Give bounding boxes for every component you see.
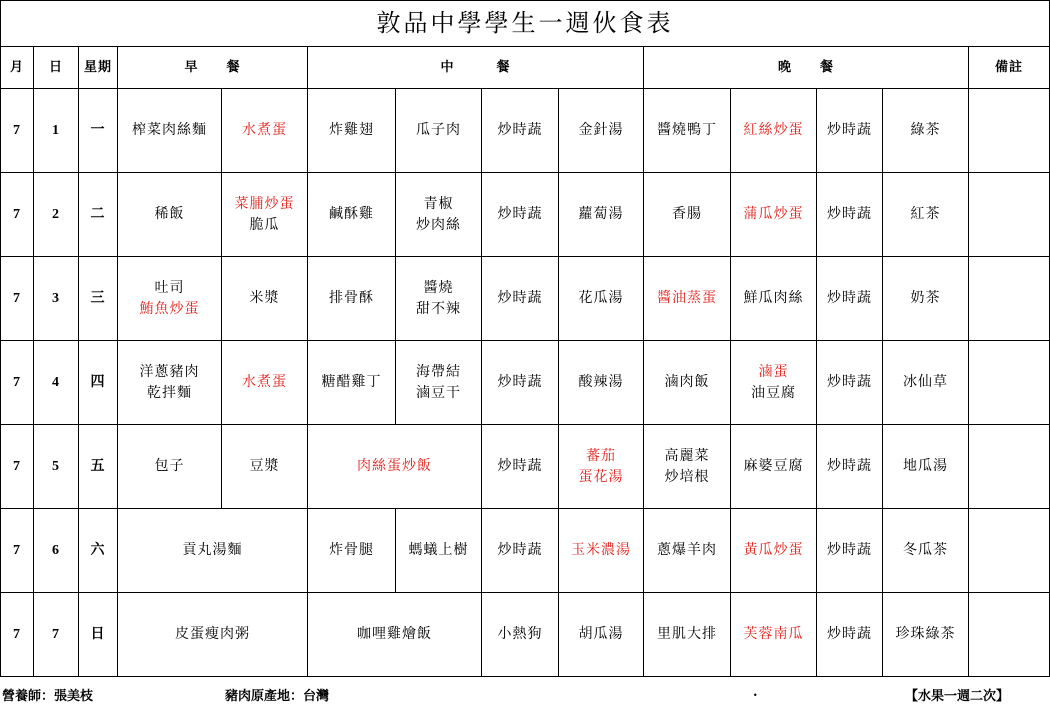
menu-day-row — [1, 89, 1050, 173]
footer — [0, 682, 1050, 704]
breakfast-dish-cell — [118, 257, 222, 341]
page-title: 敦品中學學生一週伙食表 — [1, 1, 1050, 47]
dish-name: 油豆腐 — [751, 384, 796, 401]
dish-name: 芙蓉南瓜 — [743, 626, 804, 642]
dinner-dish-cell — [644, 257, 731, 341]
breakfast-dish-cell — [222, 341, 308, 425]
month-cell: 7 — [1, 425, 34, 509]
breakfast-dish-cell — [118, 509, 308, 593]
dinner-dish-cell — [644, 341, 731, 425]
dish-name: 菜脯炒蛋 — [234, 195, 295, 212]
dish-name: 豆漿 — [249, 458, 280, 474]
breakfast-dish-cell — [118, 89, 222, 173]
dinner-dish-cell — [644, 593, 731, 677]
dish-name: 炒肉絲 — [416, 216, 461, 233]
weekday-cell: 六 — [79, 509, 118, 593]
lunch-dish-cell — [396, 509, 482, 593]
dish-name: 滷肉飯 — [664, 374, 710, 390]
dish-name: 醬燒 — [423, 279, 454, 296]
dish-name: 乾拌麵 — [147, 384, 192, 401]
dish-name: 炒時蔬 — [827, 542, 872, 558]
dish-name: 香腸 — [672, 206, 702, 222]
day-cell: 5 — [34, 425, 79, 509]
dinner-dish-cell — [644, 509, 731, 593]
dish-name: 綠茶 — [910, 122, 941, 138]
lunch-dish-cell — [396, 89, 482, 173]
day-cell: 4 — [34, 341, 79, 425]
dinner-dish-cell — [731, 257, 817, 341]
day-cell: 7 — [34, 593, 79, 677]
dish-name: 玉米濃湯 — [571, 542, 631, 558]
day-cell: 2 — [34, 173, 79, 257]
notes-cell — [969, 89, 1050, 173]
lunch-dish-cell — [308, 341, 396, 425]
lunch-dish-cell — [559, 593, 644, 677]
dish-name: 麻婆豆腐 — [743, 458, 804, 474]
dish-name: 水煮蛋 — [242, 374, 287, 390]
month-cell: 7 — [1, 593, 34, 677]
footer-dot: . — [753, 685, 758, 700]
dinner-dish-cell — [731, 509, 817, 593]
notes-cell — [969, 173, 1050, 257]
fruit-note: 【水果一週二次】 — [905, 689, 1010, 704]
dinner-dish-cell — [817, 593, 883, 677]
dinner-dish-cell — [817, 257, 883, 341]
weekday-cell: 五 — [79, 425, 118, 509]
dish-name: 榨菜肉絲麵 — [132, 122, 207, 138]
notes-cell — [969, 341, 1050, 425]
dish-name: 貢丸湯麵 — [182, 542, 243, 558]
lunch-dish-cell — [482, 425, 559, 509]
lunch-dish-cell — [559, 89, 644, 173]
month-cell: 7 — [1, 509, 34, 593]
lunch-dish-cell — [482, 89, 559, 173]
day-cell: 3 — [34, 257, 79, 341]
dish-name: 里肌大排 — [657, 626, 717, 642]
dish-name: 肉絲蛋炒飯 — [357, 458, 432, 474]
day-cell: 6 — [34, 509, 79, 593]
dish-name: 包子 — [154, 458, 185, 474]
dish-name: 滷蛋 — [758, 363, 789, 380]
breakfast-dish-cell — [222, 173, 308, 257]
dinner-dish-cell — [644, 425, 731, 509]
dinner-dish-cell — [883, 425, 969, 509]
dinner-dish-cell — [883, 509, 969, 593]
dish-name: 醬燒鴨丁 — [657, 122, 717, 138]
dish-name: 炒時蔬 — [827, 458, 872, 474]
lunch-dish-cell — [308, 173, 396, 257]
breakfast-dish-cell — [222, 257, 308, 341]
dinner-dish-cell — [644, 89, 731, 173]
header-weekday: 星期 — [79, 47, 118, 89]
weekday-cell: 三 — [79, 257, 118, 341]
day-cell: 1 — [34, 89, 79, 173]
menu-body — [1, 1, 1050, 677]
dish-name: 鮪魚炒蛋 — [139, 300, 200, 317]
dish-name: 洋蔥豬肉 — [139, 363, 200, 380]
dinner-dish-cell — [731, 89, 817, 173]
dish-name: 地瓜湯 — [903, 458, 948, 474]
lunch-dish-cell — [482, 173, 559, 257]
lunch-dish-cell — [559, 509, 644, 593]
menu-day-row — [1, 509, 1050, 593]
header-month: 月 — [1, 47, 34, 89]
lunch-dish-cell — [308, 89, 396, 173]
lunch-dish-cell — [308, 257, 396, 341]
dinner-dish-cell — [883, 173, 969, 257]
dish-name: 滷豆干 — [416, 384, 461, 401]
breakfast-dish-cell — [222, 89, 308, 173]
breakfast-dish-cell — [222, 425, 308, 509]
header-row — [1, 47, 1050, 89]
dish-name: 紅茶 — [910, 206, 941, 222]
lunch-dish-cell — [396, 257, 482, 341]
dish-name: 醬油蒸蛋 — [657, 290, 717, 306]
menu-day-row — [1, 425, 1050, 509]
header-lunch: 中 餐 — [308, 47, 644, 89]
dish-name: 炒時蔬 — [827, 122, 872, 138]
dish-name: 炒時蔬 — [497, 542, 543, 558]
dish-name: 炒時蔬 — [827, 206, 872, 222]
dish-name: 吐司 — [154, 279, 185, 296]
dish-name: 炸雞翅 — [329, 122, 374, 138]
lunch-dish-cell — [482, 509, 559, 593]
dish-name: 脆瓜 — [249, 216, 280, 233]
dish-name: 紅絲炒蛋 — [743, 122, 804, 138]
dish-name: 排骨酥 — [329, 290, 374, 306]
month-cell: 7 — [1, 173, 34, 257]
dietitian-label: 營養師：張美枝 — [2, 689, 94, 704]
dinner-dish-cell — [731, 593, 817, 677]
dish-name: 稀飯 — [154, 206, 185, 222]
dish-name: 蘿蔔湯 — [578, 206, 624, 222]
dish-name: 炒時蔬 — [827, 626, 872, 642]
notes-cell — [969, 425, 1050, 509]
dish-name: 海帶結 — [416, 363, 461, 380]
dish-name: 鮮瓜肉絲 — [743, 290, 804, 306]
lunch-dish-cell — [559, 425, 644, 509]
dinner-dish-cell — [883, 89, 969, 173]
dish-name: 炒時蔬 — [497, 122, 543, 138]
dish-name: 炒時蔬 — [497, 206, 543, 222]
dinner-dish-cell — [731, 425, 817, 509]
dish-name: 甜不辣 — [416, 300, 461, 317]
dinner-dish-cell — [817, 509, 883, 593]
menu-day-row — [1, 257, 1050, 341]
dish-name: 炒時蔬 — [827, 374, 872, 390]
lunch-dish-cell — [308, 593, 482, 677]
dish-name: 蕃茄 — [586, 447, 616, 464]
dinner-dish-cell — [883, 257, 969, 341]
dish-name: 胡瓜湯 — [578, 626, 624, 642]
menu-day-row — [1, 341, 1050, 425]
dinner-dish-cell — [883, 593, 969, 677]
lunch-dish-cell — [308, 509, 396, 593]
dish-name: 奶茶 — [910, 290, 941, 306]
notes-cell — [969, 593, 1050, 677]
dish-name: 小熱狗 — [497, 626, 543, 642]
lunch-dish-cell — [559, 257, 644, 341]
dish-name: 蛋花湯 — [578, 468, 624, 485]
menu-day-row — [1, 173, 1050, 257]
dinner-dish-cell — [817, 341, 883, 425]
lunch-dish-cell — [482, 257, 559, 341]
dish-name: 瓜子肉 — [416, 122, 461, 138]
lunch-dish-cell — [482, 341, 559, 425]
dish-name: 黃瓜炒蛋 — [743, 542, 804, 558]
dish-name: 皮蛋瘦肉粥 — [175, 626, 250, 642]
dinner-dish-cell — [817, 89, 883, 173]
dinner-dish-cell — [817, 425, 883, 509]
month-cell: 7 — [1, 89, 34, 173]
weekday-cell: 一 — [79, 89, 118, 173]
dish-name: 螞蟻上樹 — [408, 542, 469, 558]
dish-name: 炒時蔬 — [497, 458, 543, 474]
title-row — [1, 1, 1050, 47]
notes-cell — [969, 257, 1050, 341]
dish-name: 金針湯 — [578, 122, 624, 138]
lunch-dish-cell — [559, 173, 644, 257]
menu-day-row — [1, 593, 1050, 677]
dish-name: 蔥爆羊肉 — [657, 542, 717, 558]
dish-name: 蒲瓜炒蛋 — [743, 206, 804, 222]
header-dinner: 晚 餐 — [644, 47, 969, 89]
dish-name: 水煮蛋 — [242, 122, 287, 138]
header-day: 日 — [34, 47, 79, 89]
dinner-dish-cell — [731, 173, 817, 257]
dish-name: 炒培根 — [664, 468, 710, 485]
dish-name: 酸辣湯 — [578, 374, 624, 390]
header-notes: 備註 — [969, 47, 1050, 89]
breakfast-dish-cell — [118, 425, 222, 509]
dish-name: 冬瓜茶 — [903, 542, 948, 558]
month-cell: 7 — [1, 341, 34, 425]
dish-name: 高麗菜 — [664, 447, 710, 464]
dish-name: 米漿 — [249, 290, 280, 306]
dish-name: 珍珠綠茶 — [895, 626, 956, 642]
lunch-dish-cell — [559, 341, 644, 425]
dish-name: 炒時蔬 — [497, 290, 543, 306]
dinner-dish-cell — [817, 173, 883, 257]
dinner-dish-cell — [731, 341, 817, 425]
weekday-cell: 日 — [79, 593, 118, 677]
notes-cell — [969, 509, 1050, 593]
dinner-dish-cell — [883, 341, 969, 425]
lunch-dish-cell — [396, 173, 482, 257]
dish-name: 咖哩雞燴飯 — [357, 626, 432, 642]
breakfast-dish-cell — [118, 593, 308, 677]
month-cell: 7 — [1, 257, 34, 341]
dish-name: 冰仙草 — [903, 374, 948, 390]
breakfast-dish-cell — [118, 341, 222, 425]
dish-name: 花瓜湯 — [578, 290, 624, 306]
pork-origin-label: 豬肉原產地：台灣 — [225, 689, 330, 704]
dish-name: 炒時蔬 — [827, 290, 872, 306]
lunch-dish-cell — [396, 341, 482, 425]
lunch-dish-cell — [308, 425, 482, 509]
weekday-cell: 四 — [79, 341, 118, 425]
dinner-dish-cell — [644, 173, 731, 257]
dish-name: 青椒 — [423, 195, 454, 212]
dish-name: 鹹酥雞 — [329, 206, 374, 222]
lunch-dish-cell — [482, 593, 559, 677]
header-breakfast: 早 餐 — [118, 47, 308, 89]
weekday-cell: 二 — [79, 173, 118, 257]
dish-name: 炸骨腿 — [329, 542, 374, 558]
breakfast-dish-cell — [118, 173, 222, 257]
dish-name: 炒時蔬 — [497, 374, 543, 390]
dish-name: 糖醋雞丁 — [321, 374, 382, 390]
